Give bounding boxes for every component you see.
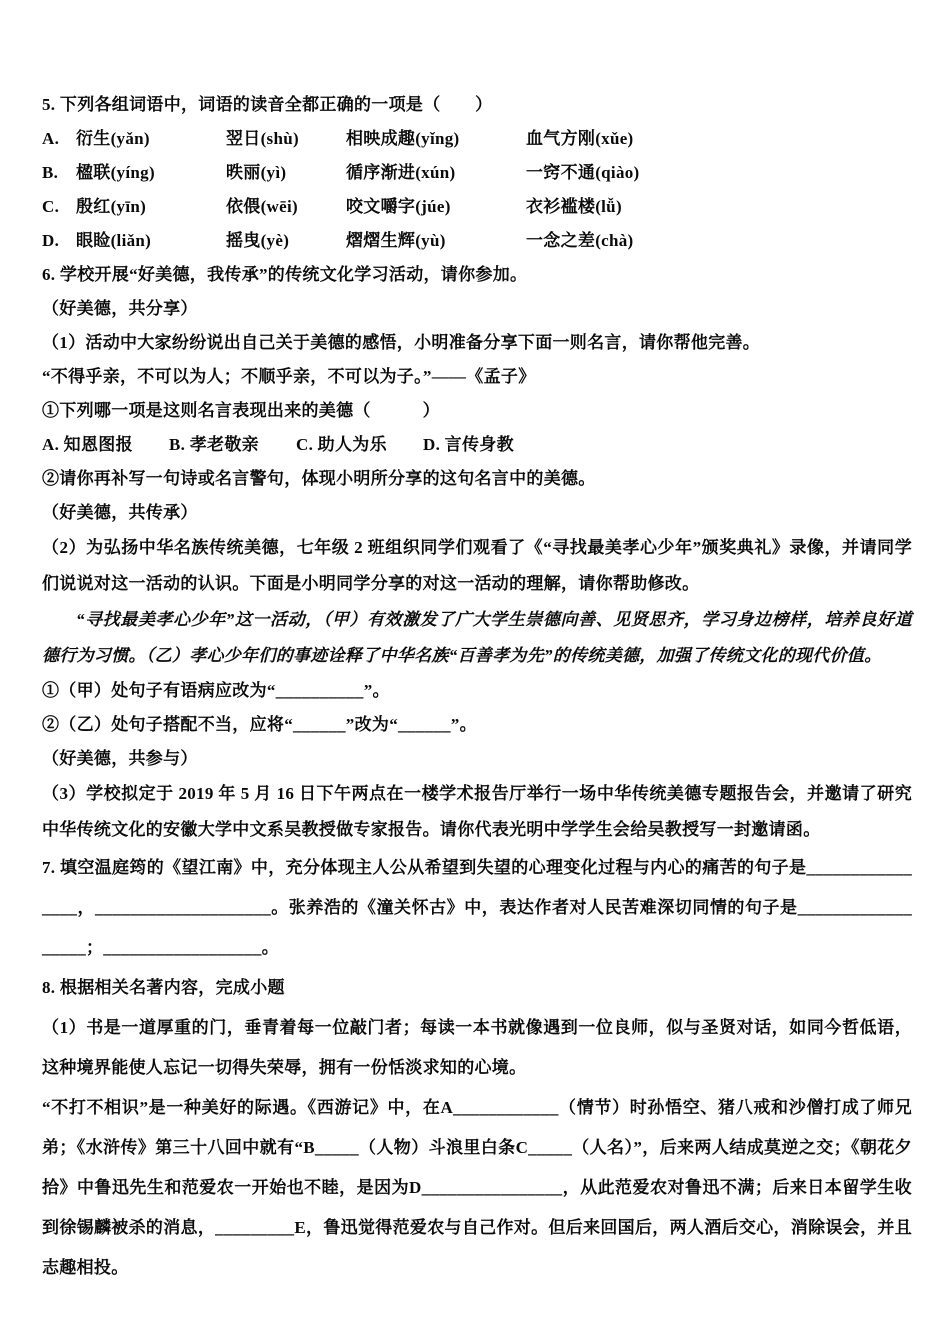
option-item: 翌日(shù) xyxy=(226,129,299,148)
q6-fix1: ①（甲）处句子有语病应改为“__________”。 xyxy=(42,681,390,700)
option-label: B. xyxy=(42,163,59,182)
q8-part1: （1）书是一道厚重的门，垂青着每一位敲门者；每读一本书就像遇到一位良师，似与圣贤对话，如同今哲低语，这种境界能使人忘记一切得失荣辱，拥有一份恬淡求知的心境。 xyxy=(42,1018,912,1077)
q6-share-header: （好美德，共分享） xyxy=(42,299,198,318)
option-label: A. xyxy=(42,129,60,148)
q6-passage: “寻找最美孝心少年”这一活动，（甲）有效激发了广大学生崇德向善、见贤思齐，学习身边榜样，培养良好道德行为习惯。（乙）孝心少年们的事迹诠释了中华名族“百善孝为先”的传统美德，加强了传统文化的现代价值。 xyxy=(42,610,912,665)
option-item: A. 知恩图报 xyxy=(42,435,133,454)
option-item: 衍生(yǎn) xyxy=(76,129,150,148)
q6-quote: “不得乎亲，不可以为人；不顺乎亲，不可以为子。”——《孟子》 xyxy=(42,367,536,386)
option-item: 一窍不通(qiào) xyxy=(526,163,640,182)
q5-option-d xyxy=(42,224,912,258)
option-item: 摇曳(yè) xyxy=(226,231,290,250)
q5-stem: 5. 下列各组词语中，词语的读音全都正确的一项是（ ） xyxy=(42,95,493,114)
q5-option-c xyxy=(42,190,912,224)
q6-part3: （3）学校拟定于 2019 年 5 月 16 日下午两点在一楼学术报告厅举行一场中华传统美德专题报告会，并邀请了研究中华传统文化的安徽大学中文系吴教授做专家报告。请你代表光明中学学生会给吴教授写一封邀请函。 xyxy=(42,784,912,839)
option-item: 依偎(wēi) xyxy=(226,197,298,216)
q6-sub2: ②请你再补写一句诗或名言警句，体现小明所分享的这句名言中的美德。 xyxy=(42,469,596,488)
q5-option-a xyxy=(42,122,912,156)
q6-part2: （2）为弘扬中华名族传统美德，七年级 2 班组织同学们观看了《“寻找最美孝心少年”颁奖典礼》录像，并请同学们说说对这一活动的认识。下面是小明同学分享的对这一活动的理解，请你帮助修改。 xyxy=(42,538,912,593)
q6-join-header: （好美德，共参与） xyxy=(42,749,198,768)
option-label: C. xyxy=(42,197,60,216)
option-item: 楹联(yíng) xyxy=(76,163,155,182)
q6-stem: 6. 学校开展“好美德，我传承”的传统文化学习活动，请你参加。 xyxy=(42,265,528,284)
q5-option-b xyxy=(42,156,912,190)
q6-inherit-header: （好美德，共传承） xyxy=(42,503,198,522)
option-item: 熠熠生辉(yù) xyxy=(346,231,446,250)
option-item: 相映成趣(yǐng) xyxy=(346,129,460,148)
q8-stem: 8. 根据相关名著内容，完成小题 xyxy=(42,978,285,997)
option-item: B. 孝老敬亲 xyxy=(169,435,259,454)
option-item: 眼睑(liǎn) xyxy=(76,231,152,250)
q6-sub1-options xyxy=(42,428,912,462)
q6-sub1: ①下列哪一项是这则名言表现出来的美德（ ） xyxy=(42,401,440,420)
option-label: D. xyxy=(42,231,60,250)
question-8 xyxy=(42,968,912,1288)
q8-part2: “不打不相识”是一种美好的际遇。《西游记》中，在A____________（情节）时孙悟空、猪八戒和沙僧打成了师兄弟；《水浒传》第三十八回中就有“B_____（人物）斗浪里白条C_____（人名）”，后来两人结成莫逆之交；《朝花夕拾》中鲁迅先生和范爱农一开始也不睦，是因为D________________，从此范爱农对鲁迅不满；后来日本留学生收到徐锡麟被杀的消息，_________E，鲁迅觉得范爱农与自己作对。但后来回国后，两人酒后交心，消除误会，并且志趣相投。 xyxy=(42,1098,912,1277)
option-item: 咬文嚼字(júe) xyxy=(346,197,451,216)
option-item: 循序渐进(xún) xyxy=(346,163,456,182)
question-6 xyxy=(42,258,912,848)
option-item: 血气方刚(xǔe) xyxy=(526,129,634,148)
option-item: C. 助人为乐 xyxy=(296,435,387,454)
option-item: 衣衫褴楼(lǚ) xyxy=(526,197,622,216)
q7-text: 7. 填空温庭筠的《望江南》中，充分体现主人公从希望到失望的心理变化过程与内心的痛苦的句子是________________，____________________。张养浩的《潼关怀古》中，表达作者对人民苦难深切同情的句子是__________________；__________________。 xyxy=(42,858,912,957)
q6-fix2: ②（乙）处句子搭配不当，应将“______”改为“______”。 xyxy=(42,715,477,734)
q6-part1: （1）活动中大家纷纷说出自己关于美德的感悟，小明准备分享下面一则名言，请你帮他完善。 xyxy=(42,333,761,352)
question-5 xyxy=(42,88,912,258)
option-item: 一念之差(chà) xyxy=(526,231,634,250)
question-7 xyxy=(42,848,912,968)
option-item: D. 言传身教 xyxy=(423,435,514,454)
option-item: 昳丽(yì) xyxy=(226,163,287,182)
option-item: 殷红(yīn) xyxy=(76,197,147,216)
